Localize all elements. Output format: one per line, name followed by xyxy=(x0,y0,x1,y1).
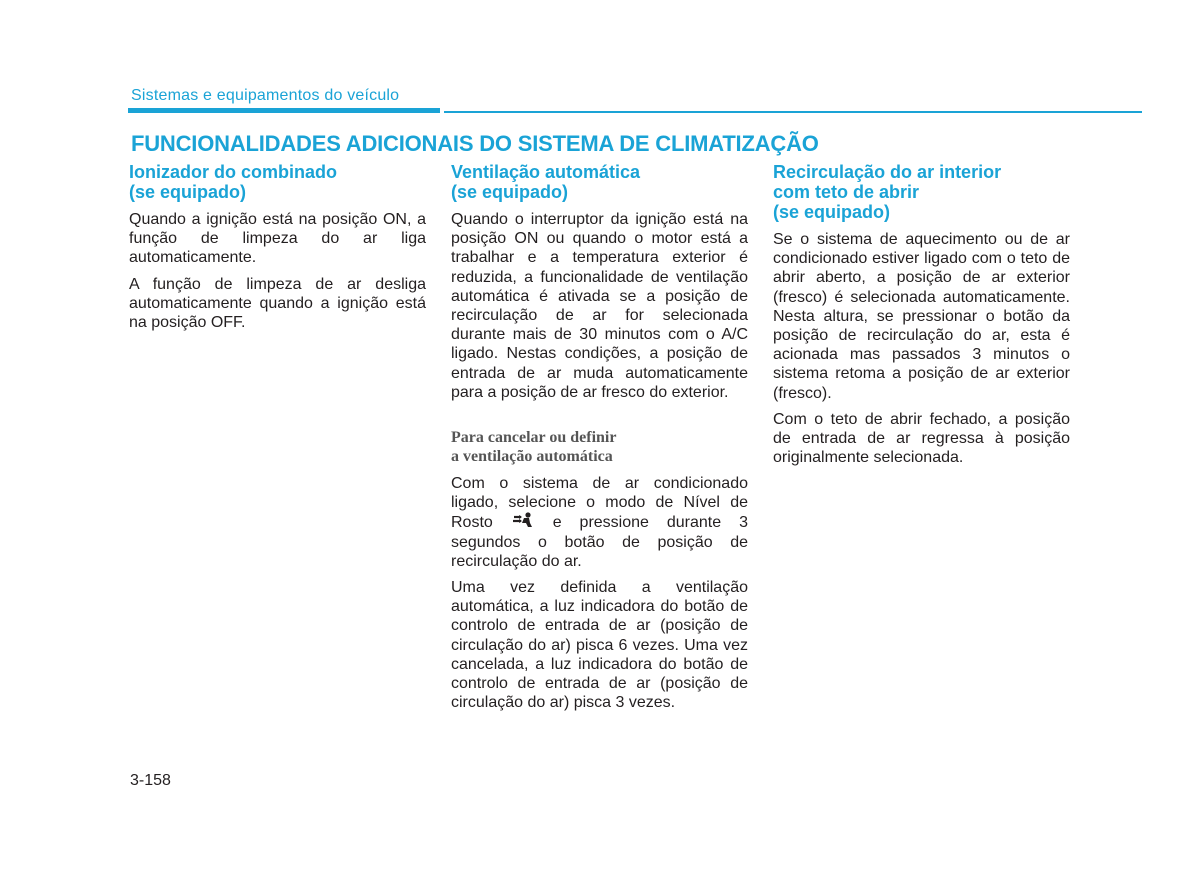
heading-line: Ventilação automática xyxy=(451,162,641,182)
header-rule-thin xyxy=(444,111,1142,113)
paragraph-with-icon xyxy=(451,474,748,571)
section-heading xyxy=(451,162,748,202)
paragraph: Quando o interruptor da ignição está na posição ON ou quando o motor está a trabalhar e a temperatura exterior é reduzida, a funcionalidade de ventilação automática é ativada se a posição de recirculação de ar for selecionada durante mais de 30 minutos com o A/C ligado. Nestas condições, a posição de entrada de ar muda automaticamente para a posição de ar fresco do exterior. xyxy=(451,211,748,401)
heading-line: com teto de abrir xyxy=(773,182,920,202)
column-auto-ventilation xyxy=(451,162,748,719)
heading-line: Recirculação do ar interior xyxy=(773,162,1002,182)
column-ionizer xyxy=(129,162,426,339)
heading-line: (se equipado) xyxy=(129,182,247,202)
face-level-vent-icon xyxy=(511,512,535,529)
subheading xyxy=(451,428,748,466)
paragraph-text: Com o sistema de ar condicionado ligado, selecione o modo de Nível de Rosto xyxy=(451,475,748,532)
header-rule-thick xyxy=(128,108,440,113)
page-title: FUNCIONALIDADES ADICIONAIS DO SISTEMA DE CLIMATIZAÇÃO xyxy=(131,131,819,156)
section-label: Sistemas e equipamentos do veículo xyxy=(131,87,400,104)
subheading-line: a ventilação automática xyxy=(451,448,613,466)
paragraph: Com o teto de abrir fechado, a posição de entrada de ar regressa à posição originalmente selecionada. xyxy=(773,410,1070,467)
paragraph: Se o sistema de aquecimento ou de ar condicionado estiver ligado com o teto de abrir aberto, a posição de ar exterior (fresco) é selecionada automaticamente. Nesta altura, se pressionar o botão da posição de recirculação do ar, esta é acionada mas passados 3 minutos o sistema retoma a posição de ar exterior (fresco). xyxy=(773,231,1070,402)
page-number: 3-158 xyxy=(130,772,171,789)
subheading-line: Para cancelar ou definir xyxy=(451,429,617,447)
column-recirculation-sunroof xyxy=(773,162,1070,474)
heading-line: Ionizador do combinado xyxy=(129,162,337,182)
heading-line: (se equipado) xyxy=(773,202,891,222)
paragraph: A função de limpeza de ar desliga automaticamente quando a ignição está na posição OFF. xyxy=(129,275,426,332)
paragraph: Quando a ignição está na posição ON, a função de limpeza do ar liga automaticamente. xyxy=(129,211,426,267)
section-heading xyxy=(129,162,426,202)
paragraph-text: e pressione durante 3 segundos o botão de posição de recirculação do ar. xyxy=(451,514,748,570)
paragraph: Uma vez definida a ventilação automática, a luz indicadora do botão de controlo de entrada de ar (posição de circulação do ar) pisca 6 vezes. Uma vez cancelada, a luz indicadora do botão de controlo de entrada de ar (posição de circulação do ar) pisca 3 vezes. xyxy=(451,579,748,712)
heading-line: (se equipado) xyxy=(451,182,569,202)
section-heading xyxy=(773,162,1070,222)
